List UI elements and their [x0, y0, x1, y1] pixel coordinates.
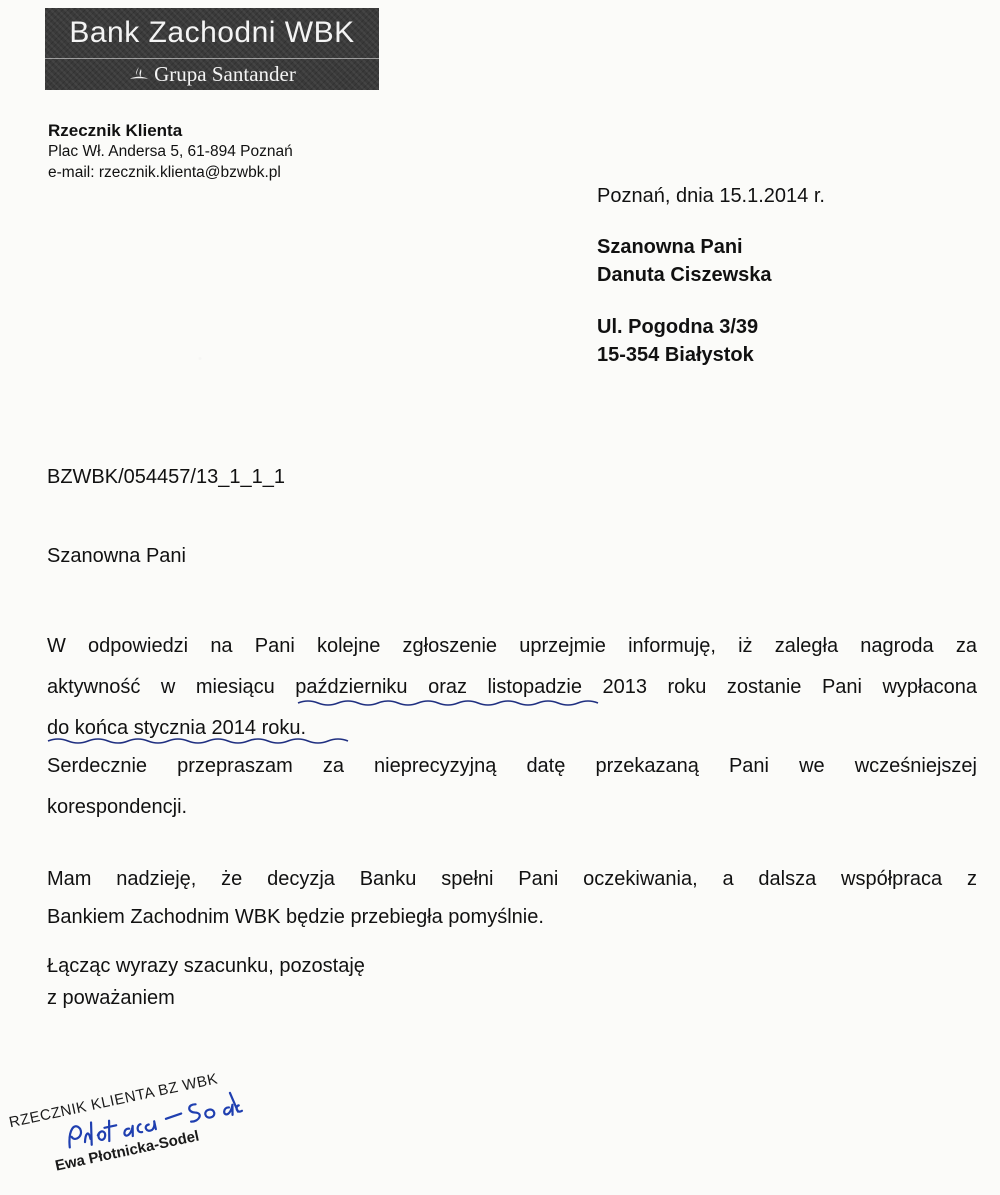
paragraph-2-line-2: korespondencji.: [47, 796, 188, 818]
paragraph-1-line-2: aktywność w miesiącu październiku oraz listopadzie 2013 roku zostanie Pani wypłacona: [47, 676, 977, 698]
letter-date: Poznań, dnia 15.1.2014 r.: [597, 185, 825, 207]
logo-bank-name: Bank Zachodni WBK: [69, 16, 355, 49]
recipient-address: [597, 313, 758, 369]
salutation: Szanowna Pani: [47, 545, 186, 567]
recipient-city: 15-354 Białystok: [597, 344, 754, 366]
paragraph-3: [47, 859, 977, 935]
closing-line-1: Łącząc wyrazy szacunku, pozostaję: [47, 955, 365, 977]
reference-number: BZWBK/054457/13_1_1_1: [47, 466, 285, 488]
paragraph-2-line-1: Serdecznie przepraszam za nieprecyzyjną datę przekazaną Pani we wcześniejszej: [47, 755, 977, 777]
sender-email: e-mail: rzecznik.klienta@bzwbk.pl: [48, 164, 281, 181]
paragraph-2: [47, 746, 977, 828]
recipient-street: Ul. Pogodna 3/39: [597, 316, 759, 338]
bank-logo: [45, 8, 379, 90]
paragraph-1-line-3: do końca stycznia 2014 roku.: [47, 717, 307, 739]
santander-flame-icon: [128, 65, 150, 83]
closing-block: [47, 950, 365, 1014]
closing-line-2: z poważaniem: [47, 987, 175, 1009]
paragraph-3-line-1: Mam nadzieję, że decyzja Banku spełni Pani oczekiwania, a dalsza współpraca z: [47, 868, 977, 890]
stamp-name: Ewa Płotnicka-Sodel: [53, 1127, 201, 1175]
signature-stamp: [0, 1022, 275, 1193]
recipient-block: [597, 233, 772, 289]
stamp-title: RZECZNIK KLIENTA BZ WBK: [7, 1070, 220, 1132]
logo-divider: [45, 58, 379, 59]
logo-group-line: [45, 62, 379, 87]
recipient-salutation: Szanowna Pani: [597, 236, 743, 258]
recipient-name: Danuta Ciszewska: [597, 264, 772, 286]
sender-title: Rzecznik Klienta: [48, 121, 183, 140]
paragraph-3-line-2: Bankiem Zachodnim WBK będzie przebiegła pomyślnie.: [47, 906, 544, 928]
sender-address: Plac Wł. Andersa 5, 61-894 Poznań: [48, 143, 293, 160]
paragraph-1-line-1: W odpowiedzi na Pani kolejne zgłoszenie uprzejmie informuję, iż zaległa nagroda za: [47, 635, 977, 657]
paragraph-1: [47, 626, 977, 749]
sender-block: [48, 120, 293, 183]
logo-group-name: Grupa Santander: [154, 62, 296, 86]
